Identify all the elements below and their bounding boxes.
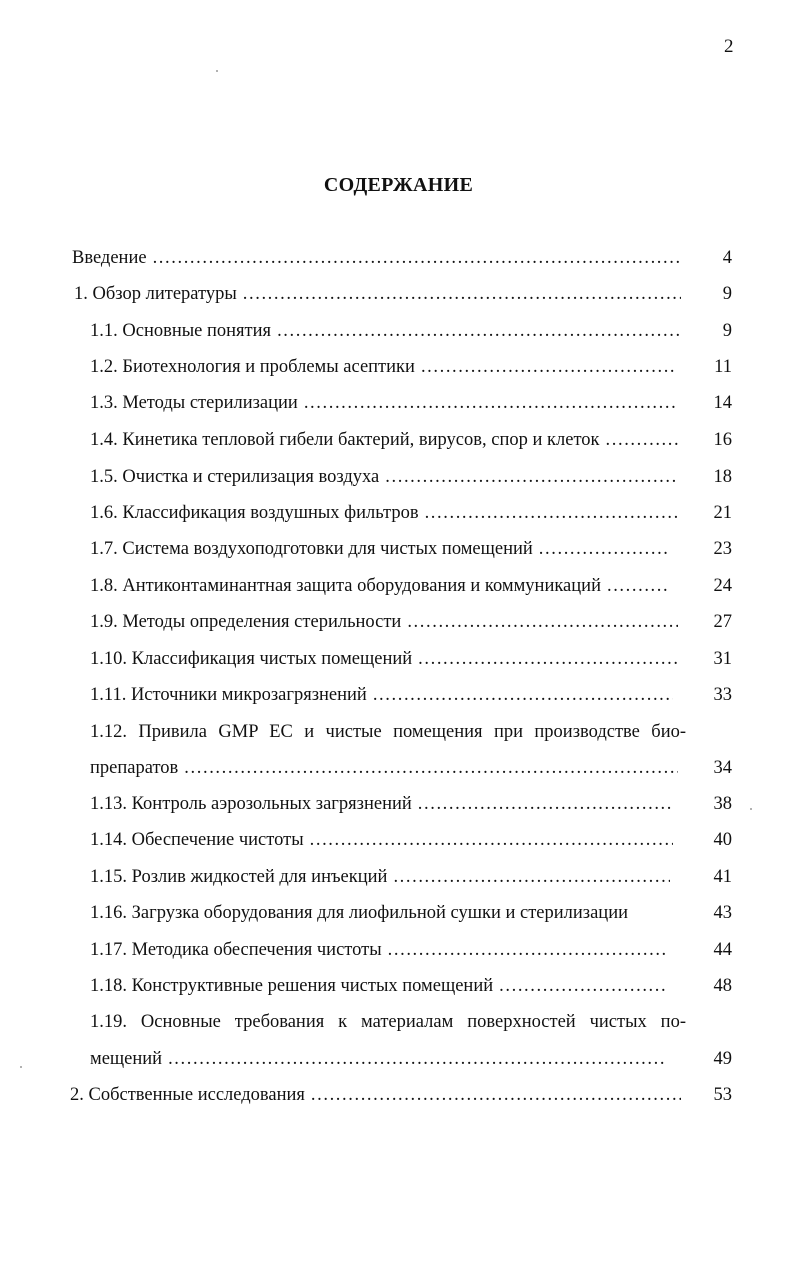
leader-dots [425, 495, 678, 531]
toc-entry[interactable] [90, 677, 677, 713]
leader-dots [168, 1041, 666, 1077]
toc-entry-page: 18 [713, 467, 732, 487]
scan-speck [216, 70, 218, 72]
leader-dots [304, 385, 676, 421]
toc-entry-page: 9 [722, 284, 732, 304]
leader-dots [539, 531, 668, 567]
toc-entry[interactable] [90, 495, 682, 531]
leader-dots [310, 822, 673, 858]
toc-entry-first-line[interactable]: 1.12. Привила GMP ЕС и чистые помещения при производстве био- [90, 722, 686, 742]
toc-entry-page: 48 [713, 976, 732, 996]
toc-entry[interactable] [90, 459, 680, 495]
toc-entry-label: 1. Обзор литературы [74, 284, 237, 304]
toc-entry-page: 21 [713, 503, 732, 523]
toc-entry-label: 1.1. Основные понятия [90, 321, 272, 341]
leader-dots [385, 459, 676, 495]
toc-entry-label: 1.13. Контроль аэрозольных загрязнений [90, 794, 412, 814]
toc-entry-label: мещений [90, 1049, 163, 1069]
toc-entry[interactable] [90, 604, 682, 640]
toc-entry[interactable] [90, 349, 680, 385]
toc-entry-label: Введение [72, 248, 147, 268]
toc-entry-label: 1.16. Загрузка оборудования для лиофильной сушки и стерилизации [90, 903, 629, 923]
leader-dots [311, 1077, 681, 1113]
leader-dots [418, 641, 678, 677]
toc-entry-label: 1.14. Обеспечение чистоты [90, 830, 304, 850]
toc-entry-page: 11 [714, 357, 732, 377]
toc-entry[interactable] [74, 276, 685, 312]
toc-entry-page: 23 [713, 539, 732, 559]
toc-entry[interactable] [90, 422, 682, 458]
toc-entry[interactable] [90, 313, 685, 349]
toc-entry[interactable] [90, 859, 674, 895]
toc-entry-label: 1.9. Методы определения стерильности [90, 612, 402, 632]
toc-entry[interactable] [90, 750, 682, 786]
leader-dots [184, 750, 678, 786]
toc-entry[interactable] [90, 385, 680, 421]
toc-entry-page: 16 [713, 430, 732, 450]
toc-entry-page: 43 [713, 903, 732, 923]
toc-entry[interactable] [90, 531, 672, 567]
toc-entry-page: 24 [713, 576, 732, 596]
toc-entry-label: 1.15. Розлив жидкостей для инъекций [90, 867, 388, 887]
toc-entry-page: 44 [713, 940, 732, 960]
leader-dots [607, 568, 668, 604]
scan-speck [750, 808, 752, 810]
leader-dots [407, 604, 678, 640]
page-number: 2 [724, 36, 734, 57]
leader-dots [153, 240, 681, 276]
toc-entry-first-line[interactable]: 1.19. Основные требования к материалам поверхностей чистых по- [90, 1012, 686, 1032]
toc-entry-label: 1.7. Система воздухоподготовки для чистых помещений [90, 539, 533, 559]
toc-entry-page: 40 [713, 830, 732, 850]
page-title: СОДЕРЖАНИЕ [323, 174, 474, 196]
toc-entry-label: 1.10. Классификация чистых помещений [90, 649, 413, 669]
toc-entry[interactable] [90, 822, 677, 858]
toc-entry-page: 9 [722, 321, 732, 341]
toc-entry[interactable] [90, 932, 672, 968]
toc-entry[interactable] [72, 240, 685, 276]
toc-entry-page: 4 [722, 248, 732, 268]
toc-entry-page: 38 [713, 794, 732, 814]
toc-entry[interactable] [90, 786, 677, 822]
toc-entry-label: 1.17. Методика обеспечения чистоты [90, 940, 382, 960]
toc-entry[interactable] [90, 641, 682, 677]
toc-entry[interactable] [90, 895, 680, 931]
toc-entry-page: 53 [713, 1085, 732, 1105]
toc-entry-label: 1.11. Источники микрозагрязнений [90, 685, 367, 705]
leader-dots [373, 677, 673, 713]
toc-entry-label: 1.3. Методы стерилизации [90, 393, 298, 413]
leader-dots [418, 786, 673, 822]
toc-entry-label: 1.5. Очистка и стерилизация воздуха [90, 467, 380, 487]
toc-entry[interactable] [90, 968, 670, 1004]
toc-entry-label: 1.8. Антиконтаминантная защита оборудования и коммуникаций [90, 576, 601, 596]
toc-entry-label: 1.18. Конструктивные решения чистых помещений [90, 976, 494, 996]
toc-entry-label: 1.2. Биотехнология и проблемы асептики [90, 357, 415, 377]
leader-dots [499, 968, 666, 1004]
leader-dots [388, 932, 668, 968]
toc-entry-label: 1.4. Кинетика тепловой гибели бактерий, вирусов, спор и клеток [90, 430, 600, 450]
toc-entry-page: 41 [713, 867, 732, 887]
scan-speck [20, 1066, 22, 1068]
leader-dots [606, 422, 678, 458]
leader-dots [421, 349, 676, 385]
leader-dots [393, 859, 670, 895]
leader-dots [243, 276, 681, 312]
toc-entry-page: 14 [713, 393, 732, 413]
toc-entry-page: 31 [713, 649, 732, 669]
toc-entry[interactable] [90, 1041, 670, 1077]
toc-entry[interactable] [70, 1077, 685, 1113]
toc-entry-page: 27 [713, 612, 732, 632]
toc-entry-label: препаратов [90, 758, 179, 778]
toc-entry-label: 2. Собственные исследования [70, 1085, 305, 1105]
toc-entry-page: 49 [713, 1049, 732, 1069]
leader-dots [277, 313, 681, 349]
toc-entry-label: 1.6. Классификация воздушных фильтров [90, 503, 419, 523]
toc-entry-page: 34 [713, 758, 732, 778]
toc-entry-page: 33 [713, 685, 732, 705]
toc-entry[interactable] [90, 568, 672, 604]
